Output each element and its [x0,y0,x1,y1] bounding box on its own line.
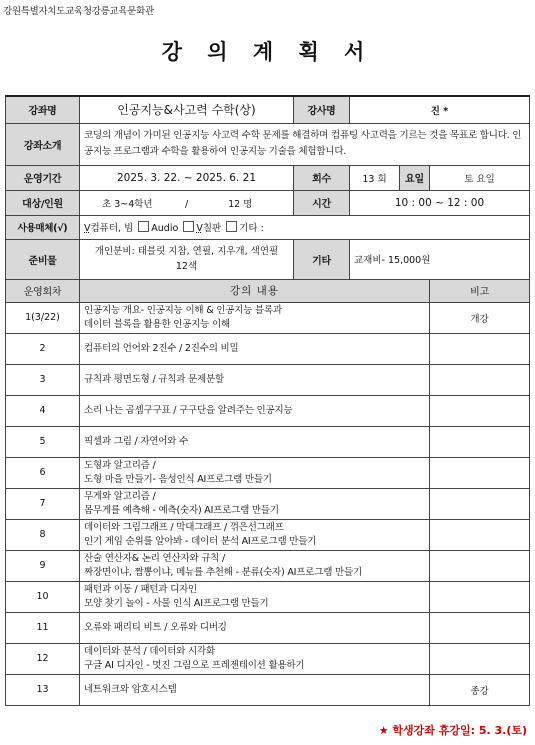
course-name: 인공지능&사고력 수학(상) [80,96,294,123]
media-options [80,215,530,239]
schedule-row [6,643,530,674]
instructor-name: 진 * [350,96,530,123]
time-label: 시간 [294,190,350,215]
session-content-line1: 도형과 알고리즘 / [84,459,156,471]
media-pc-label: 컴퓨터, 빔 [90,223,134,234]
schedule-header-session: 운영회차 [6,279,80,302]
schedule-row [6,488,530,519]
session-count: 13 회 [350,165,400,190]
session-number: 1(3/22) [6,302,80,333]
session-note [430,333,530,364]
session-note [430,612,530,643]
target-label: 대상/인원 [6,190,80,215]
session-content-line1: 인공지능 개요- 인공지능 이해 & 인공지능 블록과 [84,304,282,316]
etc-checkbox[interactable] [226,221,237,232]
media-etc-label: 기타 : [239,223,264,234]
course-name-label: 강좌명 [6,96,80,123]
target-grade: 초 3~4학년 [102,198,153,210]
session-content-line1: 오류와 패리티 비트 / 오류와 디버깅 [84,621,227,633]
holiday-notice: ★ 학생강좌 휴강일: 5. 3.(토) [378,724,527,737]
session-content [80,302,430,333]
session-number: 5 [6,426,80,457]
session-content-line1: 데이터와 그림그래프 / 막대그래프 / 꺾은선그래프 [84,521,284,533]
schedule-row [6,302,530,333]
media-board-check[interactable]: V [196,223,203,234]
session-note [430,643,530,674]
period-label: 운영기간 [6,165,80,190]
session-content [80,488,430,519]
session-number: 4 [6,395,80,426]
schedule-row [6,550,530,581]
row-course [6,96,530,123]
intro-label: 강좌소개 [6,123,80,165]
session-content [80,612,430,643]
session-note: 개강 [430,302,530,333]
schedule-row [6,457,530,488]
session-number: 3 [6,364,80,395]
session-note [430,395,530,426]
media-board-label: 칠판 [202,223,222,234]
session-content-line1: 패턴과 이동 / 패턴과 디자인 [84,583,198,595]
audio-checkbox[interactable] [138,221,149,232]
session-content-line2: 모양 찾기 놀이 - 사물 인식 AI프로그램 만들기 [84,597,269,609]
schedule-row [6,581,530,612]
session-content [80,395,430,426]
session-number: 13 [6,674,80,705]
session-content-line2: 짜장면이냐, 짬뽕이냐, 메뉴를 추천해 - 분류(숫자) AI프로그램 만들기 [84,566,362,578]
session-content-line2: 도형 마을 만들기- 음성인식 AI프로그램 만들기 [84,473,272,485]
session-content-line2: 구글 AI 디자인 - 멋진 그림으로 프레젠테이션 활용하기 [84,659,305,671]
session-content-line2: 인기 게임 순위를 알아봐 - 데이터 분석 AI프로그램 만들기 [84,535,317,547]
session-content-line1: 픽셀과 그림 / 자연어와 수 [84,435,189,447]
session-content-line2: 몸무게를 예측해 - 예측(숫자) AI프로그램 만들기 [84,504,279,516]
session-number: 10 [6,581,80,612]
session-content-line1: 컴퓨터의 언어와 2진수 / 2진수의 비밀 [84,342,239,354]
session-content-line1: 산술 연산자& 논리 연산자와 규칙 / [84,552,226,564]
session-note [430,488,530,519]
session-note [430,457,530,488]
session-number: 8 [6,519,80,550]
schedule-row [6,612,530,643]
schedule-row [6,395,530,426]
session-content [80,643,430,674]
row-intro [6,123,530,165]
instructor-label: 강사명 [294,96,350,123]
session-note [430,426,530,457]
organization-name: 강원특별자치도교육청강릉교육문화관 [3,6,154,17]
session-number: 9 [6,550,80,581]
session-content [80,674,430,705]
session-number: 7 [6,488,80,519]
session-note [430,581,530,612]
session-content-line1: 데이터와 분석 / 데이터와 시각화 [84,645,215,657]
schedule-header-note: 비고 [430,279,530,302]
session-note [430,519,530,550]
other-info: 교재비- 15,000원 [350,239,530,279]
prep-label: 준비물 [6,239,80,279]
session-content [80,457,430,488]
session-content [80,333,430,364]
lecture-plan-table [5,95,530,706]
schedule-header [6,279,530,302]
media-pc-check[interactable]: V [84,223,91,234]
course-intro: 코딩의 개념이 가미된 인공지능 사고력 수학 문제를 해결하며 컴퓨팅 사고력을 기르는 것을 목표로 합니다. 인공지능 프로그램과 수학을 활용하여 인공지능 기술을 체험합니다. [80,123,530,165]
row-target [6,190,530,215]
media-audio-label: Audio [151,223,179,234]
session-number: 2 [6,333,80,364]
row-period [6,165,530,190]
media-label: 사용매체(√) [6,215,80,239]
schedule-row [6,333,530,364]
sessions-label: 회수 [294,165,350,190]
session-note [430,364,530,395]
document-title: 강 의 계 획 서 [161,39,374,64]
schedule-row [6,364,530,395]
schedule-header-content: 강의 내용 [80,279,430,302]
day-label: 요일 [400,165,430,190]
operation-period: 2025. 3. 22. ~ 2025. 6. 21 [80,165,294,190]
session-content [80,581,430,612]
row-prep [6,239,530,279]
session-content [80,550,430,581]
session-content-line2: 데이터 블록을 활용한 인공지능 이해 [84,318,230,330]
session-number: 6 [6,457,80,488]
class-time: 10 : 00 ~ 12 : 00 [350,190,530,215]
other-label: 기타 [294,239,350,279]
count-separator: / [185,198,189,210]
day-of-week: 토 요일 [430,165,530,190]
schedule-row [6,674,530,705]
session-content [80,519,430,550]
enrollment-count: 12 명 [228,198,253,210]
board-checkbox[interactable] [183,221,194,232]
session-note [430,550,530,581]
schedule-row [6,426,530,457]
session-number: 12 [6,643,80,674]
session-content-line1: 규칙과 평면도형 / 규칙과 문제분할 [84,373,224,385]
target-cell [80,190,294,215]
session-content-line1: 소리 나는 곱셈구구표 / 구구단을 알려주는 인공지능 [84,404,293,416]
session-content-line1: 네트워크와 암호시스템 [84,683,177,695]
session-content [80,426,430,457]
session-note: 종강 [430,674,530,705]
schedule-row [6,519,530,550]
session-content [80,364,430,395]
preparation-items: 개인분비: 태블릿 지참, 연필, 지우개, 색연필 12색 [80,239,294,279]
session-content-line1: 무게와 알고리즘 / [84,490,156,502]
row-media [6,215,530,239]
session-number: 11 [6,612,80,643]
